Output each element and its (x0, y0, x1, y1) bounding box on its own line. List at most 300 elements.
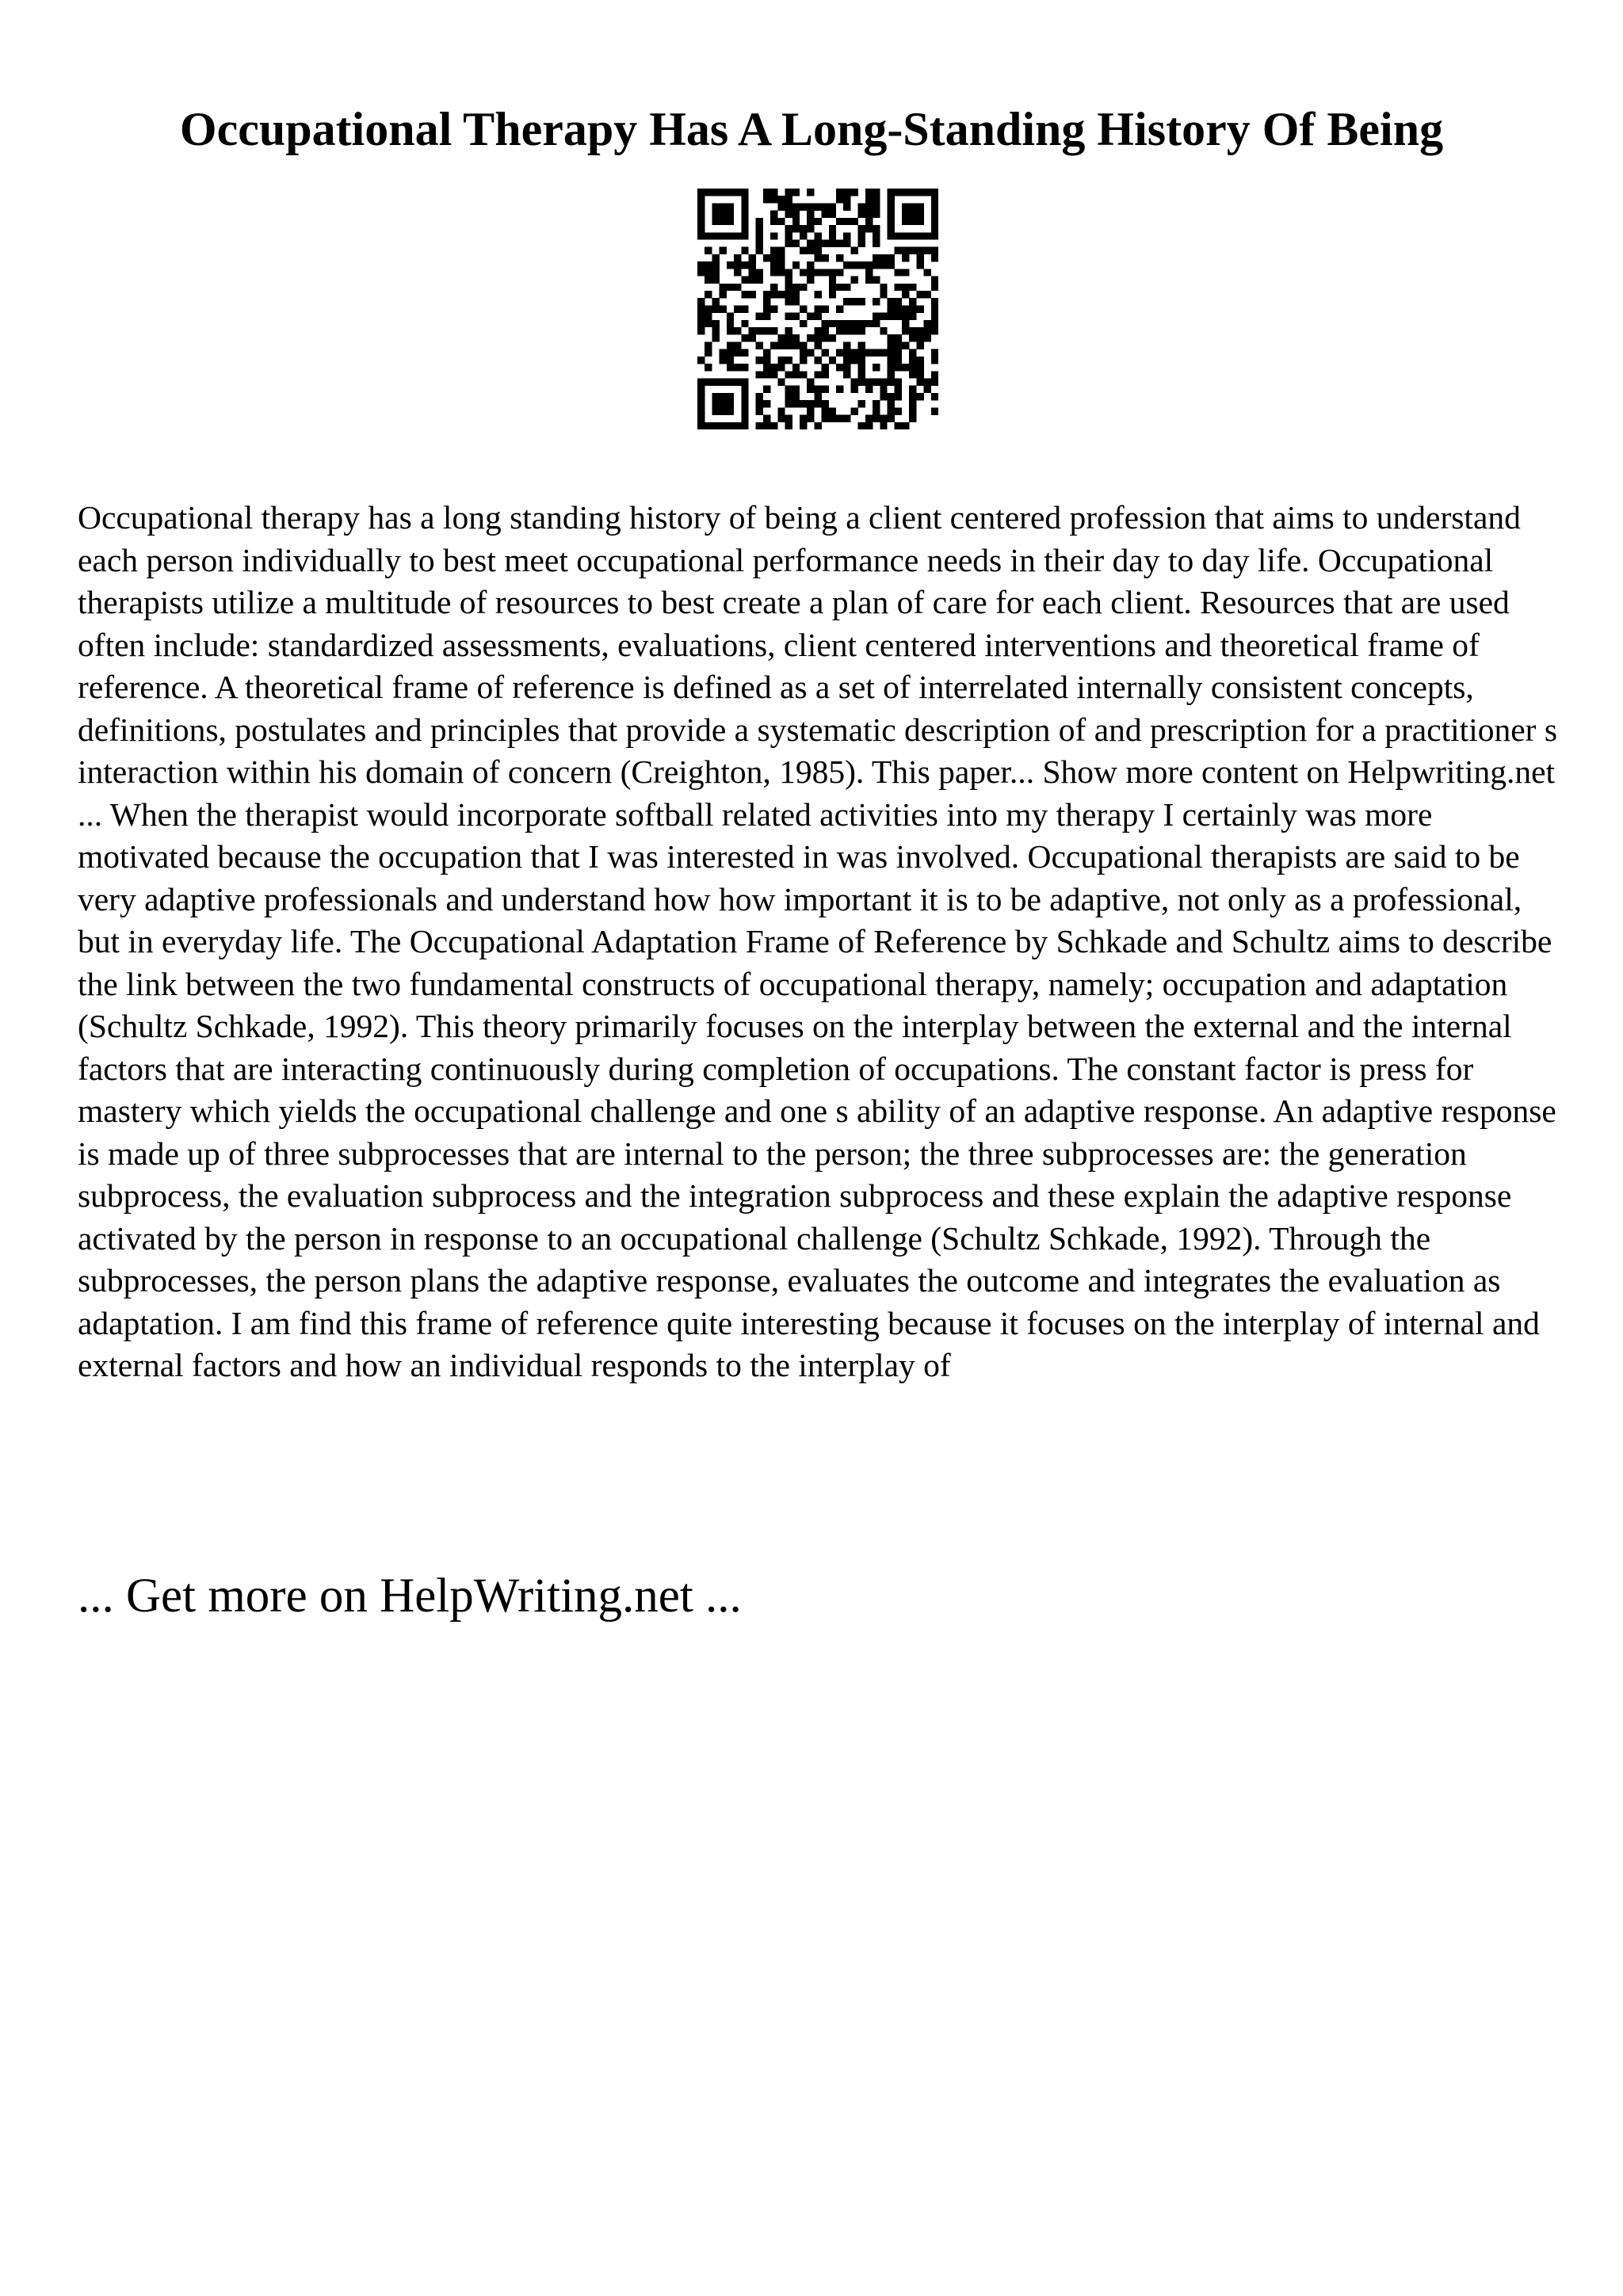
qr-module (843, 189, 850, 196)
qr-module (829, 407, 836, 414)
qr-module (902, 284, 909, 291)
qr-module (807, 379, 814, 386)
qr-module (727, 422, 734, 429)
qr-module (858, 203, 865, 210)
qr-module (734, 364, 741, 371)
qr-module (865, 269, 873, 276)
qr-module (924, 189, 931, 196)
qr-module (931, 407, 938, 414)
qr-module (727, 407, 734, 414)
qr-module (763, 400, 770, 407)
qr-module (822, 371, 829, 378)
qr-module (734, 284, 741, 291)
qr-module (800, 415, 807, 422)
qr-module (836, 327, 843, 334)
qr-module (829, 225, 836, 232)
qr-module (888, 203, 895, 210)
qr-module (873, 320, 880, 327)
qr-module (843, 232, 850, 239)
qr-module (822, 415, 829, 422)
qr-module (880, 415, 887, 422)
qr-module (888, 334, 895, 341)
qr-module (850, 327, 857, 334)
qr-module (807, 247, 814, 254)
qr-module (888, 305, 895, 312)
qr-module (712, 261, 719, 269)
qr-module (850, 349, 857, 357)
qr-module (807, 400, 814, 407)
qr-module (770, 218, 777, 225)
qr-module (734, 232, 741, 239)
qr-module (741, 422, 748, 429)
qr-module (822, 386, 829, 393)
qr-module (880, 254, 887, 261)
qr-module (843, 203, 850, 210)
qr-module (800, 225, 807, 232)
qr-module (843, 196, 850, 203)
qr-module (697, 218, 705, 225)
qr-module (858, 298, 865, 305)
qr-module (902, 189, 909, 196)
qr-module (705, 261, 712, 269)
qr-module (727, 203, 734, 210)
qr-module (858, 349, 865, 357)
qr-module (800, 341, 807, 349)
qr-module (888, 261, 895, 269)
qr-module (734, 422, 741, 429)
qr-module (756, 407, 763, 414)
qr-module (712, 211, 719, 218)
qr-module (814, 269, 821, 276)
qr-module (895, 189, 902, 196)
qr-module (705, 291, 712, 298)
qr-module (734, 349, 741, 357)
qr-code-icon (697, 189, 938, 429)
qr-module (792, 393, 800, 400)
qr-module (850, 386, 857, 393)
qr-module (858, 211, 865, 218)
qr-module (888, 225, 895, 232)
qr-module (814, 327, 821, 334)
qr-module (720, 203, 727, 210)
qr-module (924, 379, 931, 386)
qr-module (763, 298, 770, 305)
qr-module (916, 334, 923, 341)
qr-module (924, 232, 931, 239)
qr-module (924, 269, 931, 276)
qr-module (734, 254, 741, 261)
qr-module (785, 269, 792, 276)
qr-module (931, 211, 938, 218)
qr-module (741, 386, 748, 393)
qr-module (822, 349, 829, 357)
qr-module (814, 341, 821, 349)
qr-module (836, 415, 843, 422)
qr-module (785, 386, 792, 393)
qr-module (873, 379, 880, 386)
qr-module (712, 400, 719, 407)
qr-module (770, 371, 777, 378)
qr-module (843, 239, 850, 246)
qr-module (858, 371, 865, 378)
qr-module (829, 320, 836, 327)
qr-module (822, 327, 829, 334)
qr-module (850, 320, 857, 327)
qr-module (931, 232, 938, 239)
qr-module (697, 189, 705, 196)
qr-module (705, 379, 712, 386)
qr-module (720, 211, 727, 218)
qr-module (770, 291, 777, 298)
qr-module (858, 341, 865, 349)
qr-module (807, 407, 814, 414)
qr-module (888, 349, 895, 357)
qr-module (931, 320, 938, 327)
qr-module (792, 291, 800, 298)
qr-module (858, 320, 865, 327)
qr-module (931, 218, 938, 225)
qr-module (850, 218, 857, 225)
qr-module (734, 261, 741, 269)
qr-module (720, 284, 727, 291)
qr-module (924, 334, 931, 341)
qr-module (931, 284, 938, 291)
qr-module (865, 277, 873, 284)
qr-module (770, 364, 777, 371)
qr-module (924, 327, 931, 334)
qr-module (741, 407, 748, 414)
qr-module (902, 232, 909, 239)
qr-module (858, 400, 865, 407)
qr-module (865, 189, 873, 196)
qr-module (741, 334, 748, 341)
qr-module (865, 379, 873, 386)
qr-module (727, 189, 734, 196)
qr-module (873, 298, 880, 305)
qr-module (880, 349, 887, 357)
qr-module (814, 357, 821, 364)
qr-module (916, 371, 923, 378)
qr-module (785, 415, 792, 422)
qr-module (909, 189, 916, 196)
qr-module (807, 334, 814, 341)
qr-module (777, 203, 785, 210)
qr-module (873, 415, 880, 422)
qr-module (741, 196, 748, 203)
qr-module (697, 269, 705, 276)
qr-module (705, 277, 712, 284)
qr-module (712, 305, 719, 312)
qr-module (770, 232, 777, 239)
qr-module (895, 298, 902, 305)
qr-module (741, 415, 748, 422)
qr-module (858, 364, 865, 371)
qr-module (909, 284, 916, 291)
qr-module (770, 261, 777, 269)
qr-module (902, 269, 909, 276)
qr-module (880, 284, 887, 291)
qr-module (931, 298, 938, 305)
qr-module (807, 203, 814, 210)
qr-module (785, 327, 792, 334)
qr-module (748, 327, 755, 334)
qr-module (822, 239, 829, 246)
qr-module (895, 422, 902, 429)
qr-module (909, 364, 916, 371)
qr-module (888, 393, 895, 400)
qr-module (705, 269, 712, 276)
qr-module (807, 415, 814, 422)
qr-module (858, 232, 865, 239)
qr-module (829, 291, 836, 298)
qr-module (792, 364, 800, 371)
qr-module (829, 415, 836, 422)
qr-module (756, 327, 763, 334)
qr-module (697, 225, 705, 232)
qr-module (909, 334, 916, 341)
qr-module (924, 291, 931, 298)
qr-module (792, 334, 800, 341)
qr-module (741, 291, 748, 298)
get-more-link[interactable]: ... Get more on HelpWriting.net ... (78, 1569, 742, 1623)
qr-module (697, 415, 705, 422)
qr-module (822, 211, 829, 218)
qr-module (814, 393, 821, 400)
qr-module (763, 371, 770, 378)
qr-module (902, 218, 909, 225)
qr-module (763, 327, 770, 334)
qr-module (850, 298, 857, 305)
qr-module (697, 305, 705, 312)
qr-module (712, 422, 719, 429)
qr-module (792, 386, 800, 393)
qr-module (909, 371, 916, 378)
qr-module (741, 364, 748, 371)
qr-module (800, 422, 807, 429)
qr-module (814, 305, 821, 312)
qr-module (836, 364, 843, 371)
qr-module (888, 415, 895, 422)
qr-module (777, 407, 785, 414)
qr-module (873, 196, 880, 203)
qr-module (712, 393, 719, 400)
qr-module (712, 379, 719, 386)
qr-module (909, 203, 916, 210)
qr-module (741, 379, 748, 386)
qr-module (800, 320, 807, 327)
qr-module (814, 239, 821, 246)
qr-module (770, 341, 777, 349)
qr-module (727, 218, 734, 225)
qr-module (916, 232, 923, 239)
qr-module (822, 334, 829, 341)
qr-module (858, 422, 865, 429)
qr-module (909, 357, 916, 364)
qr-module (697, 327, 705, 334)
qr-module (814, 203, 821, 210)
qr-module (931, 357, 938, 364)
qr-module (741, 277, 748, 284)
qr-module (792, 313, 800, 320)
qr-module (785, 196, 792, 203)
qr-module (770, 269, 777, 276)
qr-module (909, 327, 916, 334)
qr-module (763, 357, 770, 364)
qr-module (785, 341, 792, 349)
qr-module (822, 269, 829, 276)
qr-module (763, 364, 770, 371)
qr-module (873, 189, 880, 196)
qr-module (902, 341, 909, 349)
qr-module (931, 349, 938, 357)
qr-module (697, 379, 705, 386)
qr-module (792, 341, 800, 349)
qr-module (931, 379, 938, 386)
qr-module (807, 386, 814, 393)
qr-module (763, 291, 770, 298)
qr-module (807, 211, 814, 218)
body-paragraph: Occupational therapy has a long standing history of being a client centered profession that aims to understand each person individually to best meet occupational performance needs in their day to day life. Occupational therapists utilize a multitude of resources to best create a plan of care for each client. Resources that are used often include: standardized assessments, evaluations, client centered interventions and theoretical frame of reference. A theoretical frame of reference is defined as a set of interrelated internally consistent concepts, definitions, postulates and principles that provide a systematic description of and prescription for a practitioner s interaction within his domain of concern (Creighton, 1985). This paper... Show more content on Helpwriting.net ... When the therapist would incorporate softball related activities into my therapy I certainly was more motivated because the occupation that I was interested in was involved. Occupational therapists are said to be very adaptive professionals and understand how how important it is to be adaptive, not only as a professional, but in everyday life. The Occupational Adaptation Frame of Reference by Schkade and Schultz aims to describe the link between the two fundamental constructs of occupational therapy, namely; occupation and adaptation (Schultz Schkade, 1992). This theory primarily focuses on the interplay between the external and the internal factors that are interacting continuously during completion of occupations. The constant factor is press for mastery which yields the occupational challenge and one s ability of an adaptive response. An adaptive response is made up of three subprocesses that are internal to the person; the three subprocesses are: the generation subprocess, the evaluation subprocess and the integration subprocess and these explain the adaptive response activated by the person in response to an occupational challenge (Schultz Schkade, 1992). Through the subprocesses, the person plans the adaptive response, evaluates the outcome and integrates the evaluation as adaptation. I am find this frame of reference quite interesting because it focuses on the interplay of internal and external factors and how an individual responds to the interplay of (78, 499, 1557, 1383)
qr-module (741, 225, 748, 232)
qr-module (836, 305, 843, 312)
document-title: Occupational Therapy Has A Long-Standing History Of Being (179, 103, 1444, 155)
qr-module (931, 393, 938, 400)
qr-module (895, 357, 902, 364)
qr-module (865, 386, 873, 393)
qr-module (843, 218, 850, 225)
qr-module (705, 320, 712, 327)
qr-module (720, 393, 727, 400)
qr-module (741, 203, 748, 210)
qr-module (843, 298, 850, 305)
qr-module (931, 277, 938, 284)
qr-module (785, 400, 792, 407)
qr-module (741, 261, 748, 269)
qr-module (720, 422, 727, 429)
qr-module (807, 277, 814, 284)
qr-module (836, 189, 843, 196)
qr-module (865, 422, 873, 429)
qr-module (712, 203, 719, 210)
qr-module (836, 269, 843, 276)
qr-module (792, 203, 800, 210)
qr-module (916, 305, 923, 312)
qr-module (814, 386, 821, 393)
qr-module (895, 313, 902, 320)
qr-module (792, 189, 800, 196)
qr-module (895, 386, 902, 393)
qr-module (748, 291, 755, 298)
qr-module (727, 327, 734, 334)
qr-module (814, 400, 821, 407)
qr-module (829, 232, 836, 239)
qr-module (697, 196, 705, 203)
qr-module (865, 203, 873, 210)
qr-module (800, 371, 807, 378)
qr-module (741, 400, 748, 407)
qr-module (800, 247, 807, 254)
qr-module (741, 320, 748, 327)
qr-module (763, 415, 770, 422)
qr-module (865, 225, 873, 232)
qr-module (741, 232, 748, 239)
qr-module (888, 232, 895, 239)
qr-module (873, 277, 880, 284)
qr-module (800, 203, 807, 210)
qr-module (895, 341, 902, 349)
qr-module (836, 320, 843, 327)
qr-module (727, 400, 734, 407)
qr-module (792, 218, 800, 225)
qr-module (909, 305, 916, 312)
qr-module (727, 313, 734, 320)
qr-module (697, 393, 705, 400)
qr-module (734, 189, 741, 196)
qr-module (822, 203, 829, 210)
qr-module (902, 422, 909, 429)
qr-module (888, 341, 895, 349)
qr-module (763, 349, 770, 357)
qr-module (873, 232, 880, 239)
qr-module (931, 247, 938, 254)
qr-module (822, 364, 829, 371)
qr-module (924, 386, 931, 393)
qr-module (712, 189, 719, 196)
qr-module (807, 261, 814, 269)
qr-module (785, 203, 792, 210)
qr-module (727, 364, 734, 371)
qr-module (763, 305, 770, 312)
qr-module (763, 313, 770, 320)
qr-module (880, 393, 887, 400)
qr-module (873, 203, 880, 210)
qr-module (916, 341, 923, 349)
qr-module (734, 379, 741, 386)
qr-module (850, 379, 857, 386)
qr-module (705, 232, 712, 239)
qr-module (873, 364, 880, 371)
qr-module (880, 386, 887, 393)
qr-module (873, 239, 880, 246)
qr-module (720, 247, 727, 254)
qr-module (697, 357, 705, 364)
qr-module (777, 341, 785, 349)
qr-module (850, 247, 857, 254)
qr-module (888, 218, 895, 225)
qr-module (843, 364, 850, 371)
qr-module (807, 225, 814, 232)
qr-module (727, 349, 734, 357)
qr-module (865, 415, 873, 422)
qr-module (777, 247, 785, 254)
qr-module (712, 269, 719, 276)
qr-module (931, 313, 938, 320)
qr-module (727, 232, 734, 239)
qr-module (770, 196, 777, 203)
qr-module (822, 305, 829, 312)
qr-module (931, 189, 938, 196)
qr-module (792, 239, 800, 246)
qr-module (895, 349, 902, 357)
qr-module (888, 371, 895, 378)
qr-module (756, 400, 763, 407)
qr-module (814, 247, 821, 254)
qr-module (880, 313, 887, 320)
qr-module (814, 371, 821, 378)
qr-module (909, 218, 916, 225)
qr-module (895, 364, 902, 371)
qr-module (858, 225, 865, 232)
